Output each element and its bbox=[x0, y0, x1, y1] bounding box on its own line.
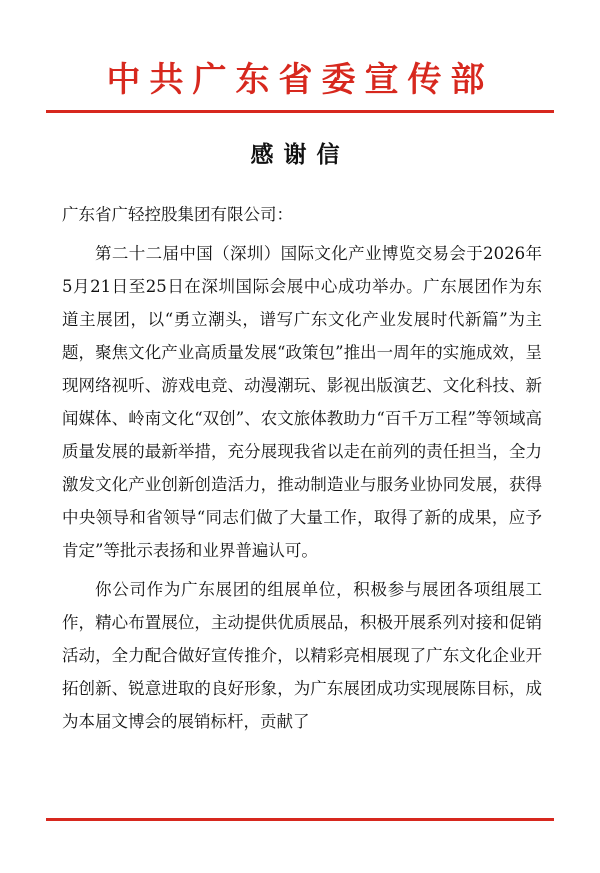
letter-body bbox=[62, 198, 542, 744]
letter-title: 感谢信 bbox=[250, 141, 350, 168]
footer-red-rule bbox=[46, 818, 554, 821]
letterhead-org-name: 中共广东省委宣传部 bbox=[106, 60, 494, 100]
letter-paragraph-1: 第二十二届中国（深圳）国际文化产业博览交易会于2026年5月21日至25日在深圳国际会展中心成功举办。广东展团作为东道主展团，以“勇立潮头，谱写广东文化产业发展时代新篇”为主题，聚焦文化产业高质量发展“政策包”推出一周年的实施成效，呈现网络视听、游戏电竞、动漫潮玩、影视出版演艺、文化科技、新闻媒体、岭南文化“双创”、农文旅体教助力“百千万工程”等领域高质量发展的最新举措，充分展现我省以走在前列的责任担当，全力激发文化产业创新创造活力，推动制造业与服务业协同发展，获得中央领导和省领导“同志们做了大量工作，取得了新的成果，应予肯定”等批示表扬和业界普遍认可。 bbox=[62, 244, 542, 560]
letter-paragraph-2: 你公司作为广东展团的组展单位，积极参与展团各项组展工作，精心布置展位，主动提供优质展品，积极开展系列对接和促销活动，全力配合做好宣传推介，以精彩亮相展现了广东文化企业开拓创新、锐意进取的良好形象，为广东展团成功实现展陈目标，成为本届文博会的展销标杆，贡献了 bbox=[62, 580, 542, 731]
letterhead-red-rule bbox=[46, 110, 554, 113]
letter-salutation: 广东省广轻控股集团有限公司： bbox=[62, 205, 293, 224]
